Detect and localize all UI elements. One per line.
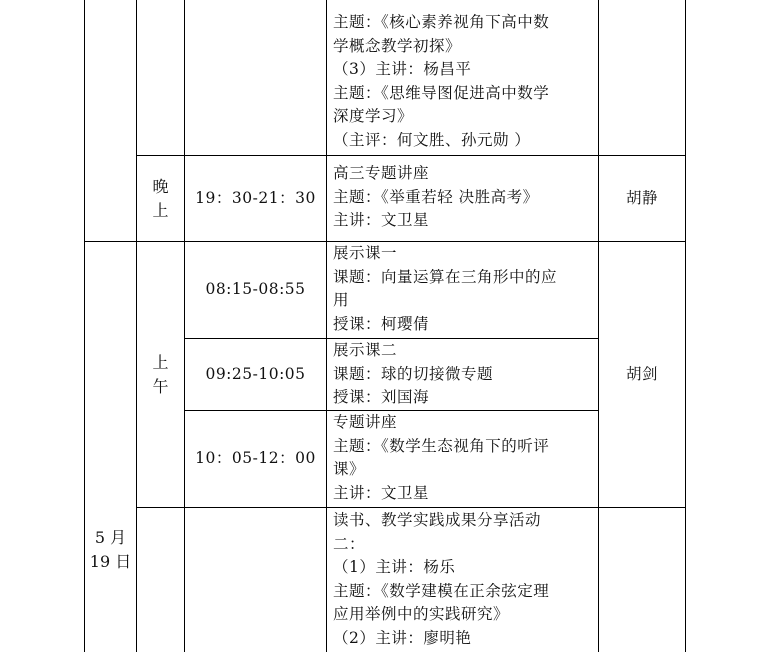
content-line: 主讲：文卫星 xyxy=(333,483,430,502)
evening-period xyxy=(137,156,184,241)
content-line: 课题：向量运算在三角形中的应 xyxy=(333,267,558,286)
content-line: 主题：《核心素养视角下高中数 xyxy=(333,13,550,31)
col-divider-time xyxy=(326,0,327,652)
session-time: 10：05-12：00 xyxy=(195,449,316,468)
content-line: 主题：《思维导图促进高中数学 xyxy=(333,83,550,102)
content-line: 课题：球的切接微专题 xyxy=(333,364,494,383)
content-line: 应用举例中的实践研究》 xyxy=(333,605,510,623)
evening-time: 19：30-21：30 xyxy=(195,188,316,207)
session-content xyxy=(333,242,595,336)
evening-period-char: 晚 xyxy=(152,176,169,196)
content-line: 主题：《数学生态视角下的听评 xyxy=(333,436,550,455)
afternoon-content xyxy=(333,509,595,650)
morning-host: 胡剑 xyxy=(625,364,658,383)
evening-period-char: 上 xyxy=(152,200,169,220)
morning-period-char: 上 xyxy=(152,352,169,372)
content-line: 授课：刘国海 xyxy=(333,388,430,406)
date-month: 5 月 xyxy=(94,528,127,547)
session-time: 09:25-10:05 xyxy=(205,364,306,383)
row-line-afternoon-top xyxy=(136,507,686,508)
content-line: （1）主讲：杨乐 xyxy=(333,558,456,576)
continuation-content xyxy=(333,11,595,152)
content-line: 主题：《数学建模在正余弦定理 xyxy=(333,581,550,600)
content-line: 主题：《举重若轻 决胜高考》 xyxy=(333,187,539,206)
session-content xyxy=(333,411,595,505)
content-line: 读书、教学实践成果分享活动 xyxy=(333,511,542,529)
date-cell xyxy=(85,520,136,580)
content-line: 专题讲座 xyxy=(333,413,398,431)
content-line: 授课：柯璎倩 xyxy=(333,314,430,333)
content-line: 展示课一 xyxy=(333,244,398,262)
session-time: 08:15-08:55 xyxy=(205,280,306,299)
content-line: 主讲：文卫星 xyxy=(333,211,430,229)
content-line: 用 xyxy=(333,291,350,309)
content-line: （主评：何文胜、孙元勋 ） xyxy=(333,130,531,149)
date-day: 19 日 xyxy=(89,552,132,571)
morning-period-char: 午 xyxy=(152,376,169,396)
table-border-right xyxy=(685,0,686,652)
content-line: 展示课二 xyxy=(333,341,398,359)
content-line: （2）主讲：廖明艳 xyxy=(333,628,472,647)
session-content xyxy=(333,339,595,410)
content-line: 深度学习》 xyxy=(333,107,414,125)
morning-period xyxy=(137,242,184,507)
content-line: （3）主讲：杨昌平 xyxy=(333,60,472,78)
content-line: 学概念教学初探》 xyxy=(333,36,462,55)
content-line: 高三专题讲座 xyxy=(333,164,430,182)
evening-content xyxy=(333,162,595,233)
evening-host: 胡静 xyxy=(625,188,658,207)
content-line: 课》 xyxy=(333,460,366,478)
content-line: 二： xyxy=(333,534,366,553)
